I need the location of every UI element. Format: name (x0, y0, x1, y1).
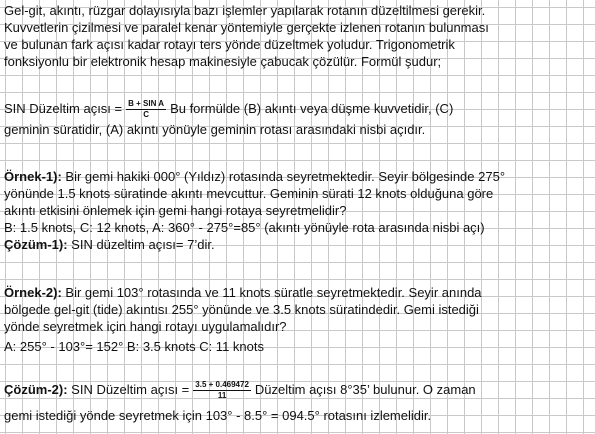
example-2-line-1 (4, 285, 593, 301)
intro-line-2: Kuvvetlerin çizilmesi ve paralel kenar yöntemiyle gerçekte izlenen rotanın bulunması (4, 20, 489, 35)
example-2-line-3: yönde seyretmek için hangi rotayı uygulamalıdır? (4, 319, 287, 334)
example-2-text-1: Bir gemi 103° rotasında ve 11 knots süratle seyretmektedir. Seyir anında (61, 285, 482, 300)
solution-2-numerator: 3.5 + 0.469472 (195, 380, 249, 389)
example-2-line-2: bölgede gel-git (tide) akıntısı 255° yönünde ve 3.5 knots süratindedir. Gemi istediği (4, 302, 479, 317)
intro-line-3: ve bulunan fark açısı kadar rotayı ters yönde düzeltmek yoludur. Trigonometrik (4, 37, 455, 52)
formula-line (4, 100, 593, 119)
example-1-text-1: Bir gemi hakiki 000° (Yıldız) rotasında seyretmektedir. Seyir bölgesinde 275° (61, 169, 506, 184)
formula-denominator: C (143, 110, 149, 119)
formula-fraction (126, 100, 166, 119)
example-2-givens: A: 255° - 103°= 152° B: 3.5 knots C: 11 knots (4, 339, 264, 354)
solution-2-heading: Çözüm-2): (4, 381, 68, 397)
formula-explain-1: Bu formülde (B) akıntı veya düşme kuvvetidir, (C) (170, 100, 454, 116)
formula-label: SIN Düzeltim açısı = (4, 100, 123, 116)
example-1-heading: Örnek-1): (4, 169, 62, 184)
example-1-line-2: yönünde 1.5 knots süratinde akıntı mevcuttur. Geminin sürati 12 knots olduğuna göre (4, 186, 494, 201)
solution-2-label: SIN Düzeltim açısı = (67, 381, 190, 397)
example-2-heading: Örnek-2): (4, 285, 62, 300)
solution-2-final-line: gemi istediği yönde seyretmek için 103° - 8.5° = 094.5° rotasını izlemelidir. (4, 408, 432, 423)
solution-2-line (4, 381, 593, 400)
solution-1-line (4, 237, 593, 253)
example-1-line-3: akıntı etkisini önlemek için gemi hangi rotaya seyretmelidir? (4, 203, 347, 218)
formula-explain-2: geminin süratidir, (A) akıntı yönüyle geminin rotası arasındaki nisbi açıdır. (4, 122, 426, 137)
solution-1-heading: Çözüm-1): (4, 237, 68, 252)
solution-1-text: SIN düzeltim açısı= 7’dir. (67, 237, 215, 252)
intro-line-4: fonksiyonlu bir elektronik hesap makinesiyle çabucak çözülür. Formül şudur; (4, 54, 442, 69)
example-1-givens: B: 1.5 knots, C: 12 knots, A: 360° - 275°=85° (akıntı yönüyle rota arasında nisbi açı) (4, 220, 485, 235)
formula-numerator: B + SIN A (128, 99, 165, 108)
solution-2-fraction (193, 381, 251, 400)
solution-2-denominator: 11 (217, 391, 227, 400)
solution-2-after: Düzeltim açısı 8°35’ bulunur. O zaman (254, 381, 476, 397)
example-1-line-1 (4, 169, 593, 185)
intro-line-1: Gel-git, akıntı, rüzgar dolayısıyla bazı işlemler yapılarak rotanın düzeltilmesi gerekir. (4, 3, 486, 18)
